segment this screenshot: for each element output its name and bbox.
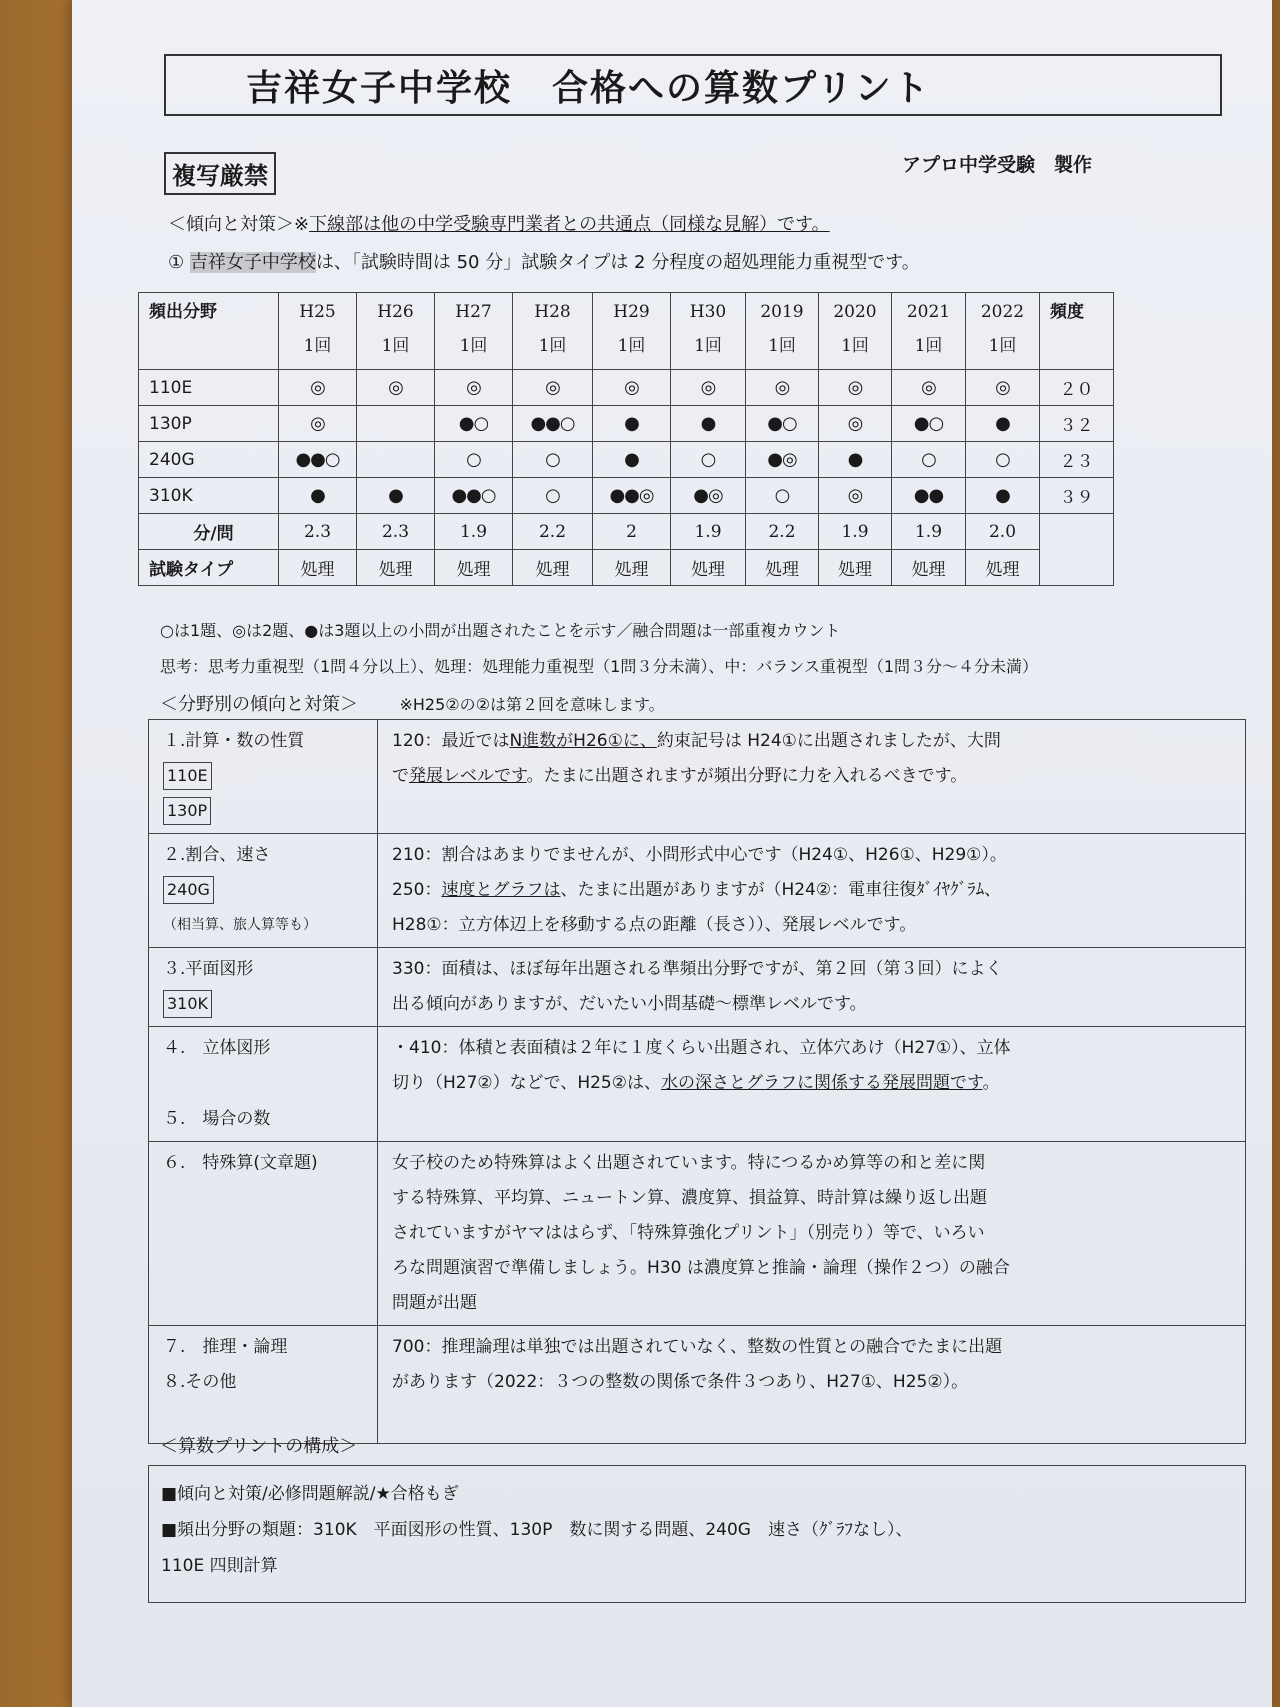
minutes-cell: 1.9 xyxy=(671,514,746,550)
mark-cell: ● xyxy=(279,478,357,514)
code-box: 240G xyxy=(163,876,214,904)
minutes-cell: 2.3 xyxy=(357,514,435,550)
minutes-cell: 1.9 xyxy=(892,514,966,550)
year-header xyxy=(593,293,671,370)
category-title: ２.割合、速さ xyxy=(163,845,271,865)
mark-cell: ◎ xyxy=(513,370,593,406)
category-title: ６. 特殊算(文章題) xyxy=(163,1153,318,1173)
mark-cell: ◎ xyxy=(819,406,892,442)
mark-cell: ●◎ xyxy=(671,478,746,514)
document-title xyxy=(164,54,1222,116)
point-1: ① 吉祥女子中学校は、「試験時間は 50 分」試験タイプは 2 分程度の超処理能力重視型です。 xyxy=(168,252,920,273)
mark-cell: ● xyxy=(671,406,746,442)
print-name: 合格への算数プリント xyxy=(552,67,931,109)
row-label: 110E xyxy=(139,370,279,406)
mark-cell: ●●○ xyxy=(435,478,513,514)
category-row: ２.割合、速さ 240G （相当算、旅人算等も） 210：割合はあまりでませんが、小問形式中心です（H24①、H26①、H29①）。 250：速度とグラフは、たまに出題がありますが（H24②：電車往復ﾀﾞｲﾔｸﾞﾗﾑ、 H28①：立方体辺上を移動する点の距離（長さ））、発展レベルです。 xyxy=(149,834,1246,948)
table-row xyxy=(139,514,1114,550)
mark-cell: ◎ xyxy=(892,370,966,406)
mark-cell: ◎ xyxy=(819,478,892,514)
year-header xyxy=(671,293,746,370)
empty-cell xyxy=(1040,514,1114,586)
mark-cell: ◎ xyxy=(279,370,357,406)
mark-cell: ◎ xyxy=(279,406,357,442)
category-row: ３.平面図形 310K 330：面積は、ほぼ毎年出題される準頻出分野ですが、第２回（第３回）によく 出る傾向がありますが、だいたい小問基礎～標準レベルです。 xyxy=(149,948,1246,1027)
frequency-cell: ２０ xyxy=(1040,370,1114,406)
category-title: ５. 場合の数 xyxy=(163,1109,271,1129)
year-header xyxy=(819,293,892,370)
maker-label: アプロ中学受験 製作 xyxy=(902,154,1093,176)
mark-cell: ○ xyxy=(746,478,819,514)
year-label: H25 xyxy=(299,302,336,322)
mark-cell: ◎ xyxy=(819,370,892,406)
mark-cell: ◎ xyxy=(357,370,435,406)
year-label: 2022 xyxy=(980,302,1025,322)
table-row xyxy=(139,550,1114,586)
type-cell: 処理 xyxy=(671,550,746,586)
category-row: ６. 特殊算(文章題) 女子校のため特殊算はよく出題されています。特につるかめ算等の和と差に関 する特殊算、平均算、ニュートン算、濃度算、損益算、時計算は繰り返し出題 されていますがヤマははらず、「特殊算強化プリント」（別売り）等で、いろい ろな問題演習で準備しましょう。H30 は濃度算と推論・論理（操作２つ）の融合 問題が出題 xyxy=(149,1142,1246,1326)
year-label: 2019 xyxy=(760,302,804,322)
no-copy-stamp: 複写厳禁 xyxy=(164,152,276,195)
mark-cell: ◎ xyxy=(593,370,671,406)
round-label: 1回 xyxy=(538,336,567,356)
row-label: 130P xyxy=(139,406,279,442)
mark-cell xyxy=(357,442,435,478)
round-label: 1回 xyxy=(988,336,1017,356)
category-table xyxy=(148,719,1246,1444)
category-title: １.計算・数の性質 xyxy=(163,731,305,751)
year-label: H26 xyxy=(377,302,414,322)
year-label: 2021 xyxy=(906,302,951,322)
category-row: １.計算・数の性質 110E 130P 120：最近ではN進数がH26①に、約束記号は H24①に出題されましたが、大問 で発展レベルです。たまに出題されますが頻出分野に力を入れるべきです。 xyxy=(149,720,1246,834)
mark-cell: ●○ xyxy=(892,406,966,442)
minutes-cell: 2 xyxy=(593,514,671,550)
year-label: H29 xyxy=(613,302,650,322)
year-header xyxy=(279,293,357,370)
mark-cell: ● xyxy=(593,442,671,478)
frequency-cell: ２３ xyxy=(1040,442,1114,478)
table-corner-header: 頻出分野 xyxy=(139,293,279,370)
type-cell: 処理 xyxy=(357,550,435,586)
year-label: H28 xyxy=(534,302,571,322)
type-note: 思考：思考力重視型（1問４分以上）、処理：処理能力重視型（1問３分未満）、中：バランス重視型（1問３分～４分未満） xyxy=(160,657,1039,676)
table-row xyxy=(139,478,1114,514)
mark-cell: ○ xyxy=(435,442,513,478)
mark-cell: ○ xyxy=(671,442,746,478)
composition-heading: ＜算数プリントの構成＞ xyxy=(160,1436,358,1457)
minutes-cell: 2.3 xyxy=(279,514,357,550)
mark-cell: ●● xyxy=(892,478,966,514)
round-label: 1回 xyxy=(694,336,722,356)
trend-note: ＜傾向と対策＞※下線部は他の中学受験専門業者との共通点（同様な見解）です。 xyxy=(168,214,830,235)
code-box: 130P xyxy=(163,797,211,825)
type-cell: 処理 xyxy=(819,550,892,586)
round-label: 1回 xyxy=(617,336,646,356)
mark-cell: ◎ xyxy=(435,370,513,406)
year-label: 2020 xyxy=(833,302,877,322)
frequency-table xyxy=(138,292,1114,586)
mark-cell: ○ xyxy=(513,442,593,478)
row-label: 分/問 xyxy=(139,514,279,550)
row-label: 試験タイプ xyxy=(139,550,279,586)
code-box: 310K xyxy=(163,990,212,1018)
year-label: H30 xyxy=(689,302,727,322)
year-header xyxy=(746,293,819,370)
code-box: 110E xyxy=(163,762,212,790)
mark-cell: ○ xyxy=(513,478,593,514)
table-header-row xyxy=(139,293,1114,370)
category-row: ７. 推理・論理 ８.その他 700：推理論理は単独では出題されていなく、整数の性質との融合でたまに出題 があります（2022：３つの整数の関係で条件３つあり、H27①、H25②）。 xyxy=(149,1326,1246,1444)
mark-cell: ● xyxy=(819,442,892,478)
frequency-cell: ３９ xyxy=(1040,478,1114,514)
minutes-cell: 2.2 xyxy=(513,514,593,550)
minutes-cell: 2.0 xyxy=(966,514,1040,550)
mark-cell: ●●○ xyxy=(513,406,593,442)
category-heading: ＜分野別の傾向と対策＞ ※H25②の②は第２回を意味します。 xyxy=(160,694,665,715)
minutes-cell: 2.2 xyxy=(746,514,819,550)
minutes-cell: 1.9 xyxy=(435,514,513,550)
round-label: 1回 xyxy=(459,336,488,356)
mark-cell: ◎ xyxy=(671,370,746,406)
composition-box: ■傾向と対策/必修問題解説/★合格もぎ ■頻出分野の類題：310K 平面図形の性質、130P 数に関する問題、240G 速さ（ｸﾞﾗﾌなし）、 110E 四則計算 xyxy=(148,1465,1246,1603)
category-title: ４. 立体図形 xyxy=(163,1038,271,1058)
document-page xyxy=(72,0,1272,1707)
table-row xyxy=(139,370,1114,406)
year-header xyxy=(892,293,966,370)
mark-cell: ● xyxy=(593,406,671,442)
mark-cell: ●◎ xyxy=(746,442,819,478)
type-cell: 処理 xyxy=(892,550,966,586)
type-cell: 処理 xyxy=(513,550,593,586)
mark-cell: ●●○ xyxy=(279,442,357,478)
type-cell: 処理 xyxy=(593,550,671,586)
type-cell: 処理 xyxy=(435,550,513,586)
mark-cell: ◎ xyxy=(746,370,819,406)
year-header xyxy=(435,293,513,370)
row-label: 240G xyxy=(139,442,279,478)
category-title: ７. 推理・論理 xyxy=(163,1337,288,1357)
type-cell: 処理 xyxy=(746,550,819,586)
mark-cell: ●●◎ xyxy=(593,478,671,514)
mark-cell: ◎ xyxy=(966,370,1040,406)
round-label: 1回 xyxy=(914,336,943,356)
frequency-cell: ３２ xyxy=(1040,406,1114,442)
year-header xyxy=(966,293,1040,370)
mark-cell: ● xyxy=(357,478,435,514)
round-label: 1回 xyxy=(381,336,410,356)
round-label: 1回 xyxy=(303,336,332,356)
year-header xyxy=(513,293,593,370)
mark-cell: ● xyxy=(966,406,1040,442)
year-header xyxy=(357,293,435,370)
minutes-cell: 1.9 xyxy=(819,514,892,550)
table-row xyxy=(139,406,1114,442)
school-name: 吉祥女子中学校 xyxy=(246,67,513,109)
table-row xyxy=(139,442,1114,478)
mark-cell: ●○ xyxy=(435,406,513,442)
mark-cell xyxy=(357,406,435,442)
legend-note: ○は1題、◎は2題、●は3題以上の小問が出題されたことを示す／融合問題は一部重複カウント xyxy=(160,621,841,640)
type-cell: 処理 xyxy=(966,550,1040,586)
row-label: 310K xyxy=(139,478,279,514)
mark-cell: ○ xyxy=(966,442,1040,478)
mark-cell: ● xyxy=(966,478,1040,514)
mark-cell: ○ xyxy=(892,442,966,478)
category-title: ８.その他 xyxy=(163,1372,237,1392)
year-label: H27 xyxy=(455,302,492,322)
type-cell: 処理 xyxy=(279,550,357,586)
frequency-header: 頻度 xyxy=(1040,293,1114,370)
mark-cell: ●○ xyxy=(746,406,819,442)
category-title: ３.平面図形 xyxy=(163,959,254,979)
round-label: 1回 xyxy=(841,336,869,356)
round-label: 1回 xyxy=(768,336,796,356)
category-row: ４. 立体図形 ５. 場合の数 ・410：体積と表面積は２年に１度くらい出題され、立体穴あけ（H27①）、立体 切り（H27②）などで、H25②は、水の深さとグラフに関係する発展問題です。 xyxy=(149,1027,1246,1142)
